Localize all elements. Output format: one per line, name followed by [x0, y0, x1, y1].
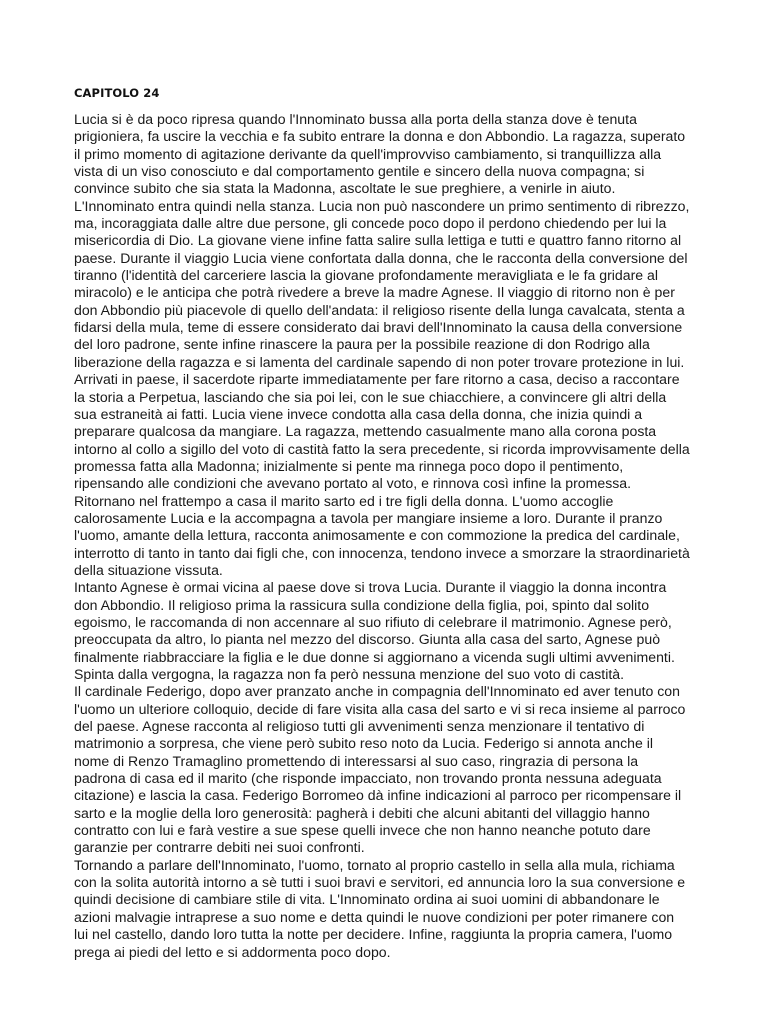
paragraph [74, 579, 704, 683]
text-line: vista di un viso conosciuto e dal comportamento gentile e sincero della nuova compagna; si [74, 163, 645, 180]
text-line: fidarsi della mula, teme di essere considerato dai bravi dell'Innominato la causa della conversione [74, 319, 683, 336]
text-line: paese. Durante il viaggio Lucia viene confortata dalla donna, che le racconta della conversione del [74, 249, 688, 266]
text-line: il primo momento di agitazione derivante da quell'improvviso cambiamento, si tranquillizza alla [74, 145, 662, 162]
text-line: Intanto Agnese è ormai vicina al paese dove si trova Lucia. Durante il viaggio la donna incontra [74, 579, 667, 596]
text-line: l'uomo, amante della lettura, racconta animosamente e con commozione la predica del cardinale, [74, 527, 680, 544]
text-line: ripensando alle condizioni che avevano portato al voto, e rinnova così infine la promessa. [74, 475, 632, 492]
text-line: L'Innominato entra quindi nella stanza. Lucia non può nascondere un primo sentimento di ribrezzo, [74, 197, 690, 214]
paragraph [74, 683, 704, 856]
text-line: intorno al collo a sigillo del voto di castità fatto la sera precedente, si ricorda improvvisamente della [74, 440, 690, 457]
text-line: calorosamente Lucia e la accompagna a tavola per mangiare insieme a loro. Durante il pranzo [74, 509, 663, 526]
text-line: preparare qualcosa da mangiare. La ragazza, mettendo casualmente mano alla corona posta [74, 423, 657, 440]
paragraph [74, 198, 704, 371]
text-line: finalmente riabbracciare la figlia e le due donne si aggiornano a vicenda sugli ultimi avvenimenti. [74, 648, 675, 665]
text-line: tiranno (l'identità del carceriere lascia la giovane profondamente meravigliata e le fa gridare al [74, 267, 658, 284]
chapter-body [74, 111, 704, 961]
text-line: padrona di casa ed il marito (che risponde impacciato, non trovando pronta nessuna adeguata [74, 770, 662, 787]
text-line: sua estraneità ai fatti. Lucia viene invece condotta alla casa della donna, che inizia quindi a [74, 405, 643, 422]
text-line: citazione) e lascia la casa. Federigo Borromeo dà infine indicazioni al parroco per ricompensare il [74, 787, 682, 804]
text-line: con la solita autorità intorno a sè tutti i suoi bravi e servitori, ed annuncia loro la sua conversione e [74, 874, 686, 891]
text-line: della situazione vissuta. [74, 561, 223, 578]
text-line: contratto con lui e farà vestire a sue spese quelli invece che non hanno neanche potuto dare [74, 822, 651, 839]
text-line: promessa fatta alla Madonna; inizialmente si pente ma rinnega poco dopo il pentimento, [74, 457, 624, 474]
text-line: prigioniera, fa uscire la vecchia e fa subito entrare la donna e don Abbondio. La ragazza, superato [74, 128, 686, 145]
text-line: Spinta dalla vergogna, la ragazza non fa però nessuna menzione del suo voto di castità. [74, 666, 625, 682]
text-line: matrimonio a sorpresa, che viene però subito reso noto da Lucia. Federigo si annota anche il [74, 735, 653, 752]
text-line: del loro padrone, sente infine rinascere la paura per la possibile reazione di don Rodrigo alla [74, 336, 650, 353]
text-line: Il cardinale Federigo, dopo aver pranzato anche in compagnia dell'Innominato ed aver tenuto con [74, 683, 680, 700]
text-line: lui nel castello, dando loro tutta la notte per decidere. Infine, raggiunta la propria camera, l'uomo [74, 926, 673, 943]
text-line: sarto e la moglie della loro generosità: pagherà i debiti che alcuni abitanti del villaggio hanno [74, 804, 650, 821]
text-line: Lucia si è da poco ripresa quando l'Innominato bussa alla porta della stanza dove è tenuta [74, 111, 637, 127]
paragraph [74, 371, 704, 492]
text-line: prega ai piedi del letto e si addormenta poco dopo. [74, 943, 391, 960]
text-line: misericordia di Dio. La giovane viene infine fatta salire sulla lettiga e tutti e quattro fanno ritorno al [74, 232, 682, 249]
text-line: interrotto di tanto in tanto dai figli che, con innocenza, tendono invece a smorzare la straordinarietà [74, 544, 690, 561]
text-line: don Abbondio più piacevole di quello dell'andata: il religioso risente della lunga cavalcata, stenta a [74, 301, 685, 318]
text-line: la storia a Perpetua, lasciando che sia poi lei, con le sue chiacchiere, a convincere gli altri della [74, 388, 667, 405]
chapter-title: CAPITOLO 24 [74, 86, 160, 100]
text-line: egoismo, le raccomanda di non accennare al suo rifiuto di celebrare il matrimonio. Agnese però, [74, 613, 672, 630]
text-line: liberazione della ragazza e si lamenta del cardinale sapendo di non poter trovare protezione in lui. [74, 353, 685, 370]
text-line: garanzie per contrarre debiti nei suoi confronti. [74, 839, 365, 856]
text-line: Tornando a parlare dell'Innominato, l'uomo, tornato al proprio castello in sella alla mula, richiama [74, 856, 675, 873]
text-line: convince subito che sia stata la Madonna, ascoltate le sue preghiere, a venirle in aiuto. [74, 180, 616, 197]
text-line: azioni malvagie intraprese a suo nome e detta quindi le nuove condizioni per poter rimanere con [74, 908, 675, 925]
text-line: don Abbondio. Il religioso prima la rassicura sulla condizione della figlia, poi, spinto dal solito [74, 596, 650, 613]
text-line: nome di Renzo Tramaglino promettendo di interessarsi al suo caso, ringrazia di persona la [74, 752, 639, 769]
paragraph [74, 857, 704, 961]
text-line: preoccupata da altro, lo pianta nel mezzo del discorso. Giunta alla casa del sarto, Agnese può [74, 631, 661, 648]
paragraph [74, 111, 704, 198]
text-line: Arrivati in paese, il sacerdote riparte immediatamente per fare ritorno a casa, deciso a raccontare [74, 371, 680, 388]
text-line: quindi decisione di cambiare stile di vita. L'Innominato ordina ai suoi uomini di abbandonare le [74, 891, 660, 908]
text-line: del paese. Agnese racconta al religioso tutti gli avvenimenti senza menzionare il tentativo di [74, 718, 645, 735]
text-line: miracolo) e le anticipa che potrà rivedere a breve la madre Agnese. Il viaggio di ritorno non è per [74, 284, 675, 301]
text-line: l'uomo un ulteriore colloquio, decide di fare visita alla casa del sarto e vi si reca insieme al parroco [74, 700, 686, 717]
text-line: ma, incoraggiata dalle altre due persone, gli concede poco dopo il perdono chiedendo per lui la [74, 215, 667, 232]
text-line: Ritornano nel frattempo a casa il marito sarto ed i tre figli della donna. L'uomo accoglie [74, 492, 614, 509]
paragraph [74, 493, 704, 580]
